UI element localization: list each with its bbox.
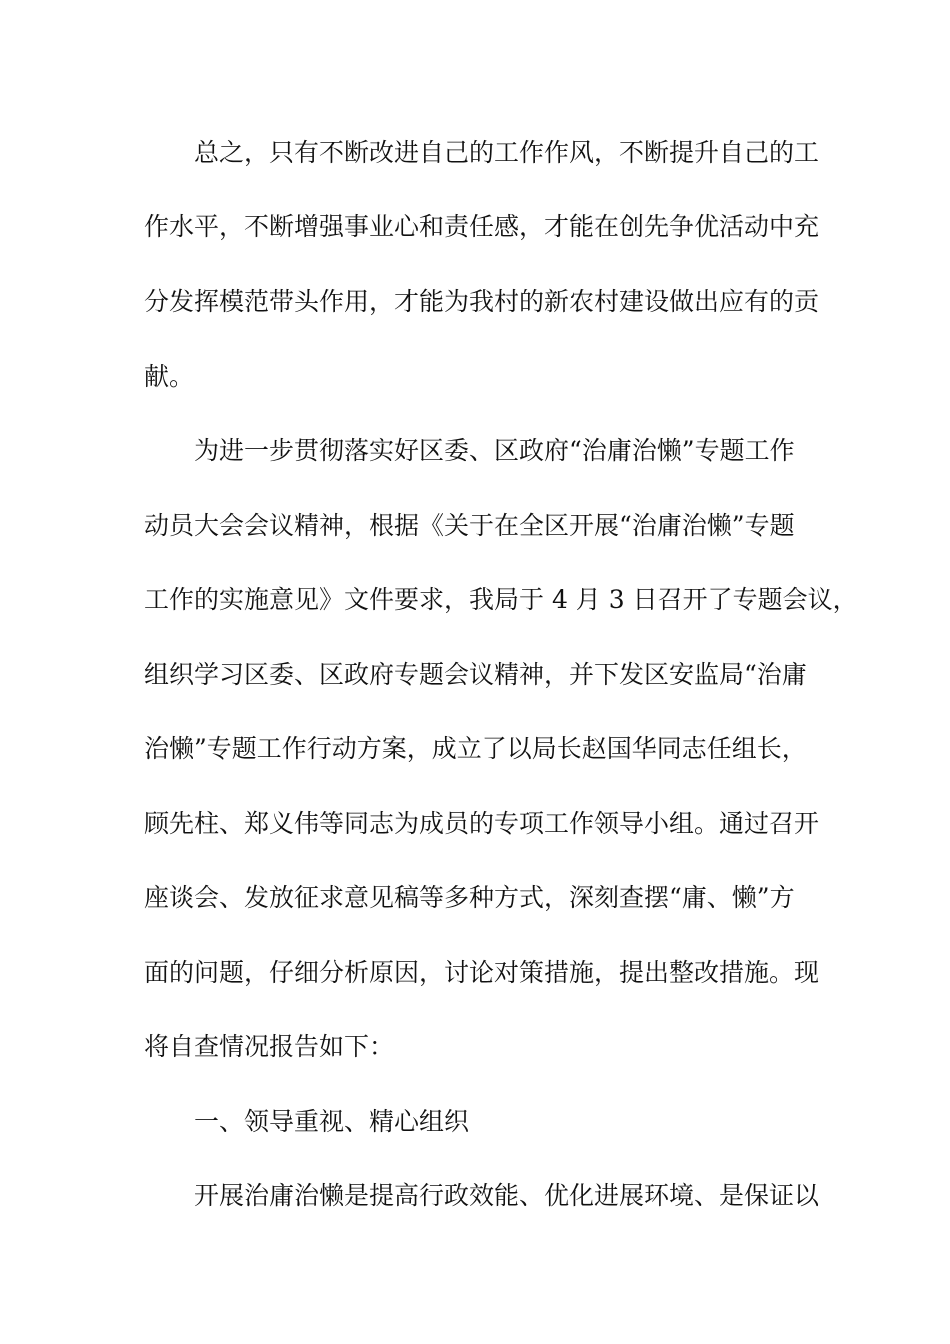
paragraph-2-line-7: 座谈会、发放征求意见稿等多种方式，深刻查摆“庸、懒”方 [144, 883, 795, 912]
paragraph-1-line-3: 分发挥模范带头作用，才能为我村的新农村建设做出应有的贡 [144, 287, 820, 316]
paragraph-1-line-2: 作水平，不断增强事业心和责任感，才能在创先争优活动中充 [144, 212, 820, 241]
section-heading: 一、领导重视、精心组织 [144, 1107, 470, 1136]
paragraph-2-line-1: 为进一步贯彻落实好区委、区政府“治庸治懒”专题工作 [144, 436, 795, 465]
paragraph-2-line-5: 治懒”专题工作行动方案，成立了以局长赵国华同志任组长， [144, 734, 807, 763]
paragraph-1-line-1: 总之，只有不断改进自己的工作作风，不断提升自己的工 [144, 138, 820, 167]
paragraph-2-line-9: 将自查情况报告如下： [144, 1032, 395, 1061]
paragraph-1-line-4: 献。 [144, 362, 195, 391]
paragraph-3-line-1: 开展治庸治懒是提高行政效能、优化进展环境、是保证以 [144, 1181, 820, 1210]
paragraph-2-line-6: 顾先柱、郑义伟等同志为成员的专项工作领导小组。通过召开 [144, 809, 820, 838]
paragraph-2-line-2: 动员大会会议精神，根据《关于在全区开展“治庸治懒”专题 [144, 511, 795, 540]
paragraph-2-line-8: 面的问题，仔细分析原因，讨论对策措施，提出整改措施。现 [144, 958, 820, 987]
paragraph-2-line-4: 组织学习区委、区政府专题会议精神，并下发区安监局“治庸 [144, 660, 807, 689]
paragraph-2-line-3: 工作的实施意见》文件要求，我局于 4 月 3 日召开了专题会议， [144, 585, 858, 614]
